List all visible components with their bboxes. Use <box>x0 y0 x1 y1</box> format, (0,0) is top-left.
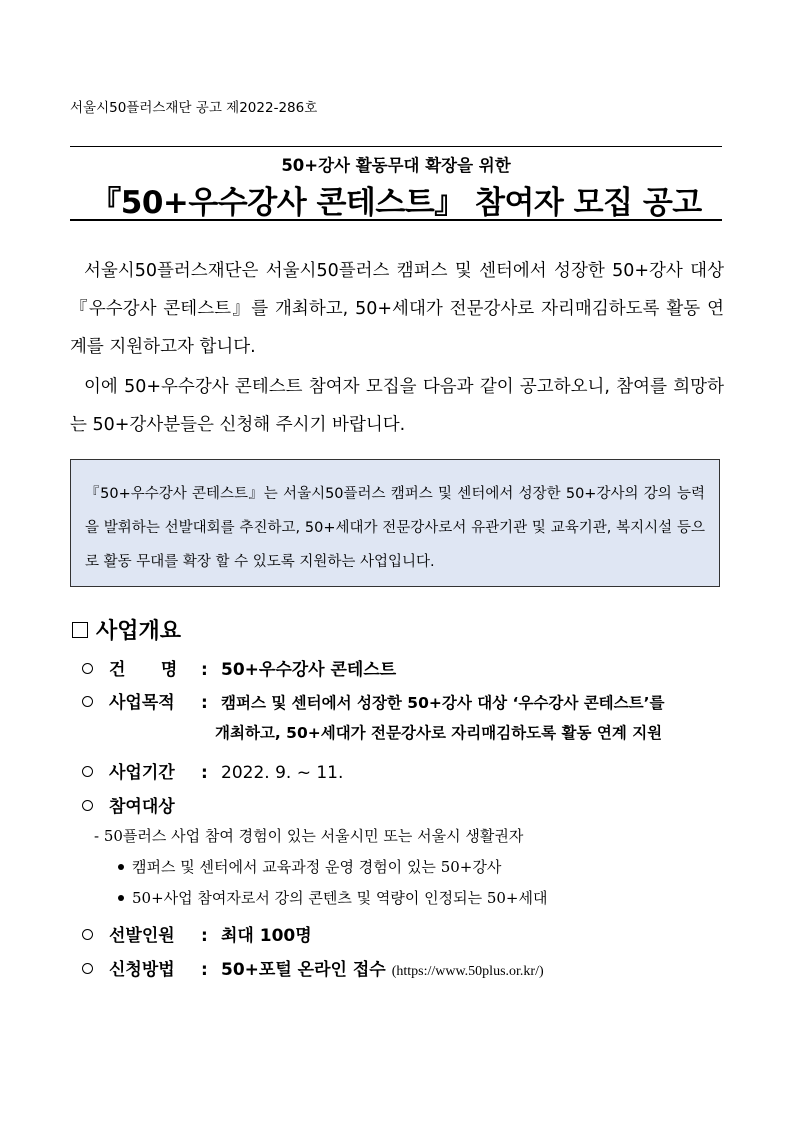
item-selection-value: 최대 100명 <box>221 926 312 946</box>
page-title: 『50+우수강사 콘테스트』 참여자 모집 공고 <box>90 185 702 221</box>
title-top-rule <box>70 146 722 147</box>
item-selection-label: 선발인원 <box>109 926 175 946</box>
item-apply-label: 신청방법 <box>109 960 175 980</box>
item-period-label: 사업기간 <box>109 763 175 783</box>
intro-paragraph-1 <box>70 252 724 366</box>
item-purpose-label: 사업목적 <box>109 693 175 713</box>
item-apply-colon: : <box>201 960 208 980</box>
item-apply-value: 50+포털 온라인 접수 <box>221 960 386 980</box>
summary-text: 『50+우수강사 콘테스트』는 서울시50플러스 캠퍼스 및 센터에서 성장한 50+강사의 강의 능력을 발휘하는 선발대회를 추진하고, 50+세대가 전문강사로서 유관기관 및 교육기관, 복지시설 등으로 활동 무대를 확장 할 수 있도록 지원하는 사업입니다. <box>85 486 705 570</box>
section-heading <box>72 614 181 645</box>
item-target-bullet-1-text: 캠퍼스 및 센터에서 교육과정 운영 경험이 있는 50+강사 <box>132 858 502 876</box>
item-name <box>82 655 396 680</box>
intro-paragraph-2 <box>70 368 724 444</box>
circle-bullet-icon <box>82 663 93 674</box>
item-name-colon: : <box>201 660 208 680</box>
section-title: 사업개요 <box>96 619 182 644</box>
item-target-sub: - 50플러스 사업 참여 경험이 있는 서울시민 또는 서울시 생활권자 <box>94 827 524 845</box>
item-purpose <box>82 688 664 713</box>
circle-bullet-icon <box>82 766 93 777</box>
item-purpose-line1: 캠퍼스 및 센터에서 성장한 50+강사 대상 ‘우수강사 콘테스트’를 <box>221 694 665 712</box>
item-purpose-colon: : <box>201 693 208 713</box>
circle-bullet-icon <box>82 800 93 811</box>
page-subtitle: 50+강사 활동무대 확장을 위한 <box>281 156 511 175</box>
item-purpose-line2: 개최하고, 50+세대가 전문강사로 자리매김하도록 활동 연계 지원 <box>215 724 663 742</box>
item-period <box>82 758 343 783</box>
item-period-value: 2022. 9. ~ 11. <box>221 763 344 783</box>
item-target-bullet-2 <box>118 887 547 908</box>
dot-bullet-icon <box>118 864 124 870</box>
checkbox-icon <box>72 622 88 638</box>
item-apply <box>82 955 544 980</box>
item-apply-url: (https://www.50plus.or.kr/) <box>391 964 544 979</box>
circle-bullet-icon <box>82 963 93 974</box>
notice-number: 서울시50플러스재단 공고 제2022-286호 <box>70 100 318 116</box>
item-target-bullet-1 <box>118 856 501 877</box>
item-target-bullet-2-text: 50+사업 참여자로서 강의 콘텐츠 및 역량이 인정되는 50+세대 <box>132 889 548 907</box>
dot-bullet-icon <box>118 895 124 901</box>
item-period-colon: : <box>201 763 208 783</box>
circle-bullet-icon <box>82 929 93 940</box>
summary-box <box>70 459 720 587</box>
item-name-value: 50+우수강사 콘테스트 <box>221 660 397 680</box>
item-target-label: 참여대상 <box>109 797 175 817</box>
item-target <box>82 792 175 817</box>
intro-paragraph-2-text: 이에 50+우수강사 콘테스트 참여자 모집을 다음과 같이 공고하오니, 참여를 희망하는 50+강사분들은 신청해 주시기 바랍니다. <box>70 377 724 435</box>
item-selection-colon: : <box>201 926 208 946</box>
intro-paragraph-1-text: 서울시50플러스재단은 서울시50플러스 캠퍼스 및 센터에서 성장한 50+강사 대상 『우수강사 콘테스트』를 개최하고, 50+세대가 전문강사로 자리매김하도록 활동 연계를 지원하고자 합니다. <box>70 261 724 357</box>
circle-bullet-icon <box>82 696 93 707</box>
title-bottom-rule <box>70 219 722 221</box>
item-selection <box>82 921 312 946</box>
item-name-label: 건 명 <box>109 660 178 680</box>
